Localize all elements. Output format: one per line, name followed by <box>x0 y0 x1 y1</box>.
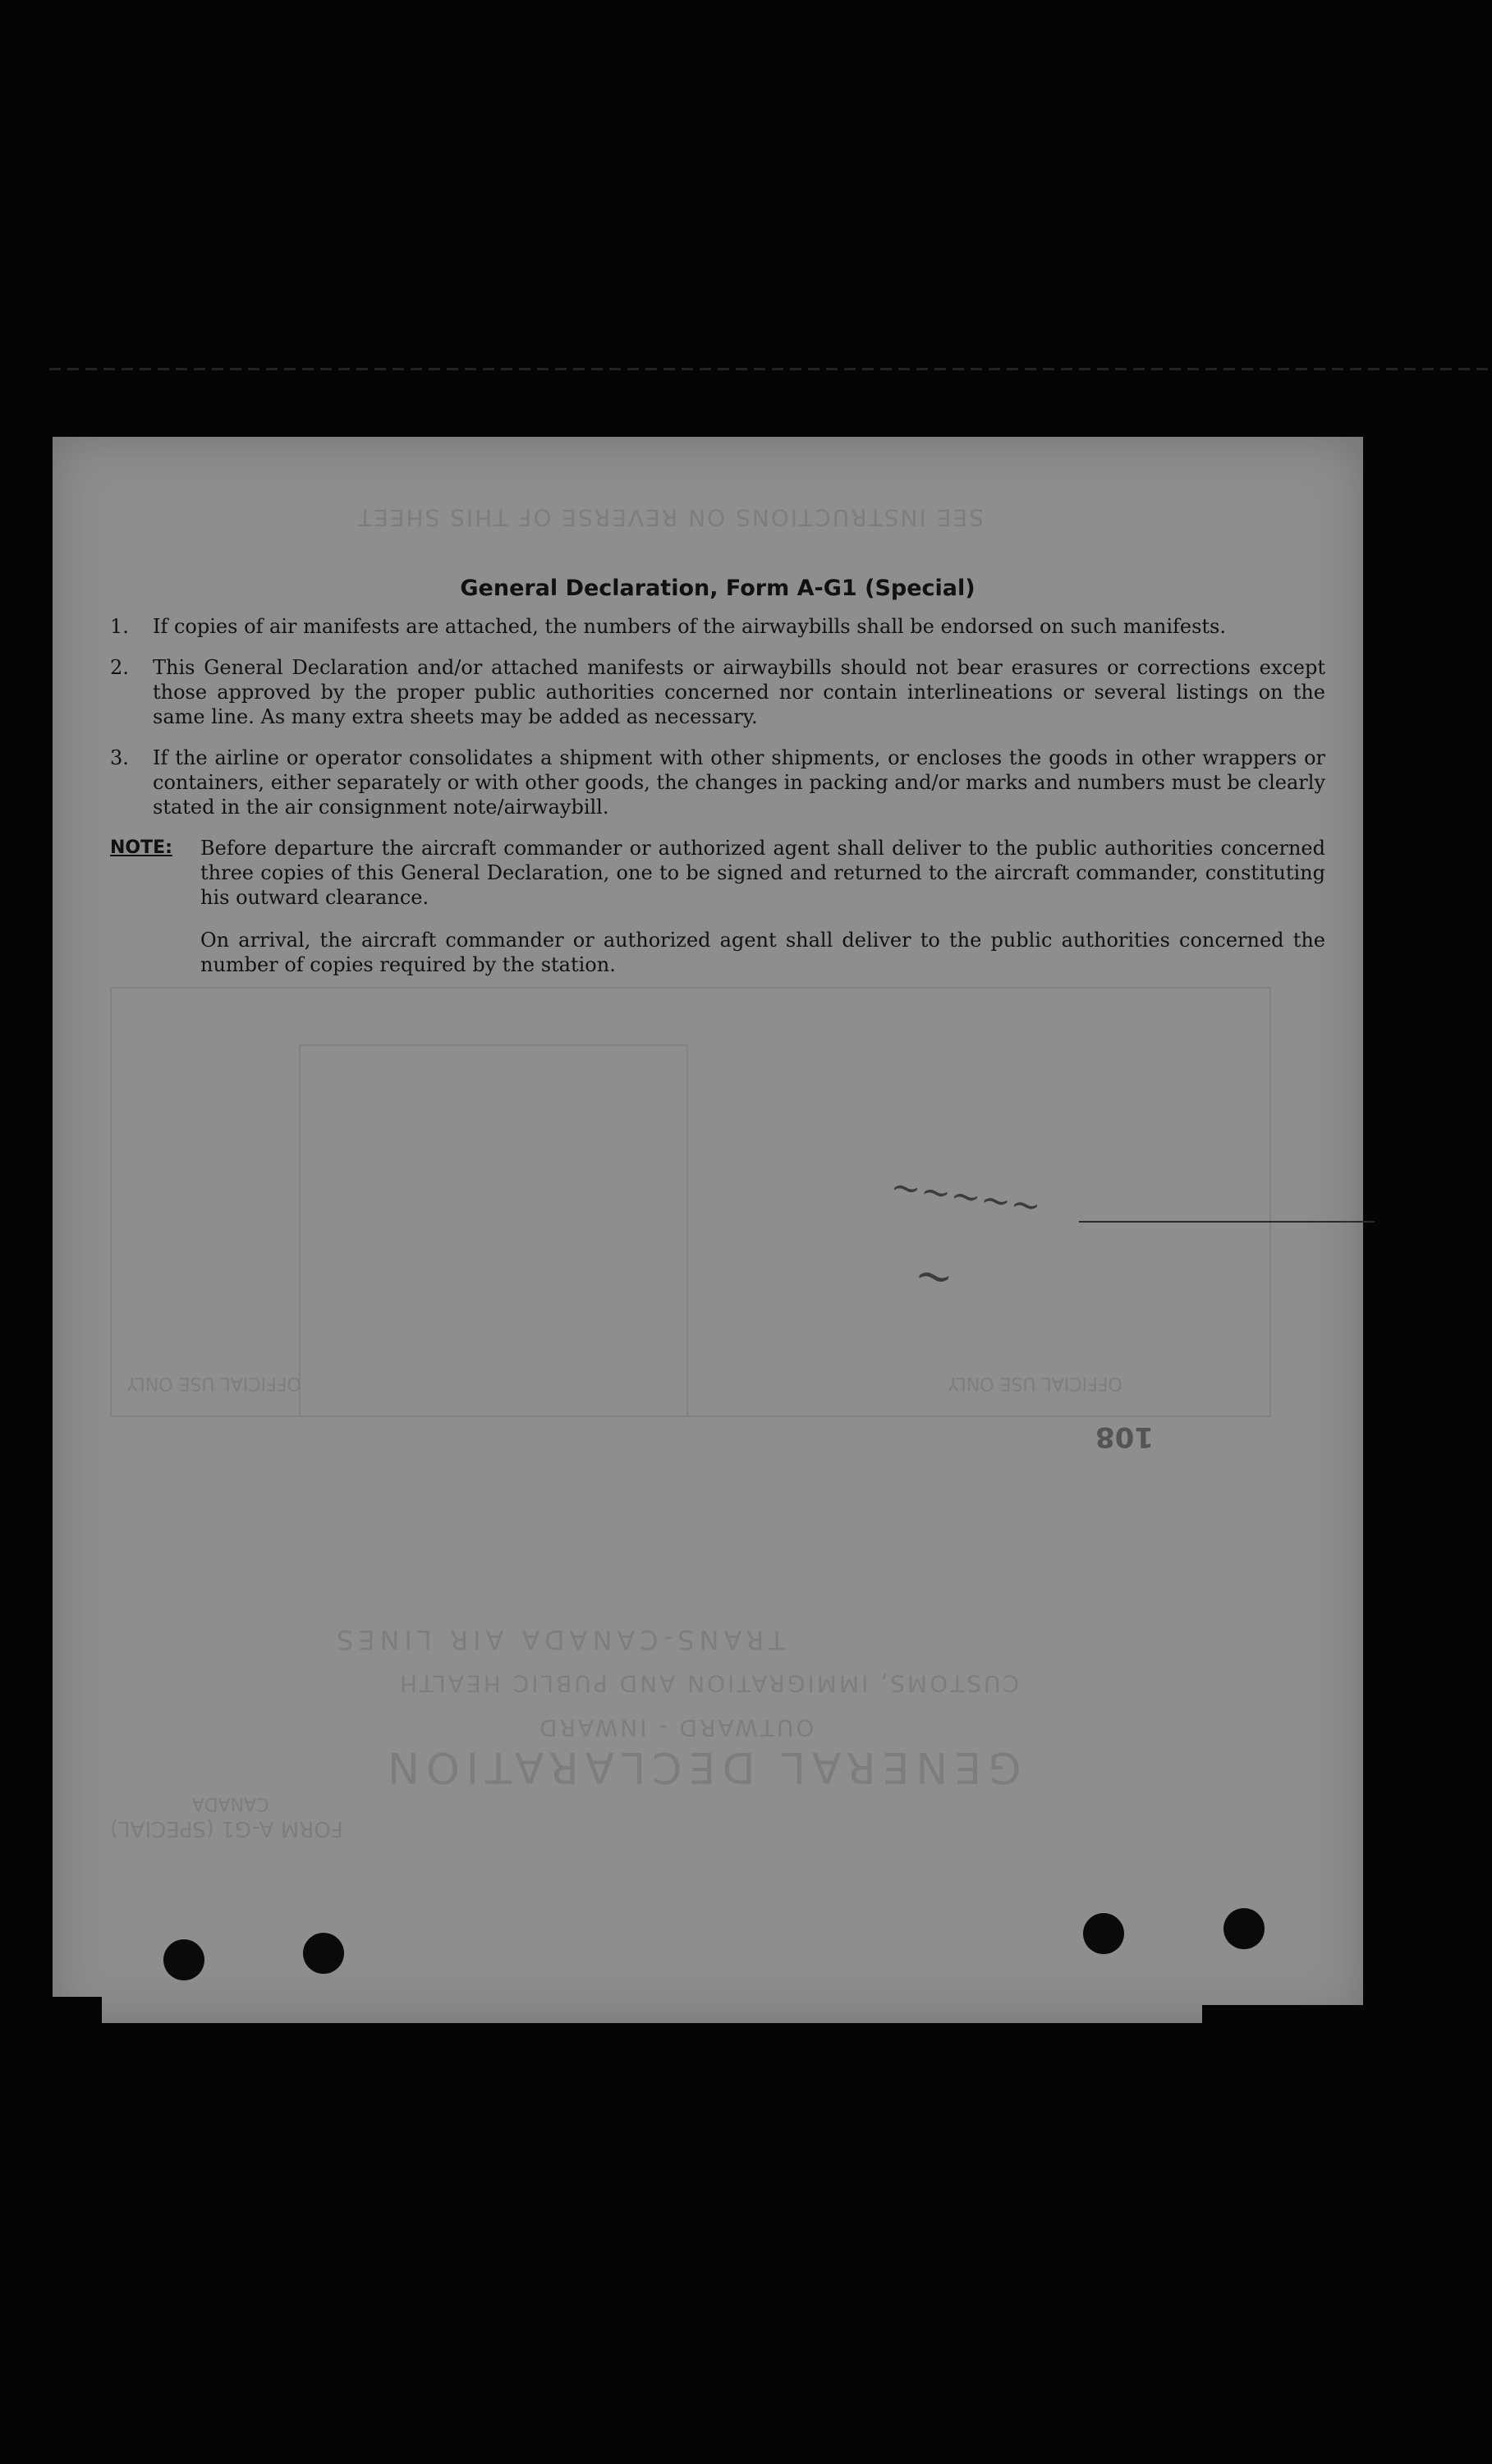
item-number: 3. <box>110 746 129 769</box>
note-section <box>110 836 1325 910</box>
item-text: If copies of air manifests are attached, the numbers of the airwaybills shall be endorsed on such manifests. <box>153 615 1226 638</box>
punch-hole <box>303 1933 344 1974</box>
bleed-through-country: CANADA <box>192 1793 269 1814</box>
punch-hole <box>1223 1908 1265 1949</box>
bleed-through-customs: CUSTOMS, IMMIGRATION AND PUBLIC HEALTH <box>397 1670 1020 1697</box>
scan-artifact-line <box>49 368 1492 370</box>
punch-hole <box>163 1939 204 1980</box>
item-number: 2. <box>110 656 129 679</box>
list-item <box>110 614 1325 639</box>
list-item <box>110 655 1325 729</box>
document-title: General Declaration, Form A-G1 (Special) <box>460 576 976 601</box>
document-content <box>110 576 1325 977</box>
bleed-through-inner-table <box>299 1044 688 1417</box>
punch-hole <box>1083 1913 1124 1954</box>
bleed-through-airline: TRANS-CANADA AIR LINES <box>332 1624 785 1655</box>
item-number: 1. <box>110 615 129 638</box>
torn-edge <box>53 1997 102 2023</box>
bleed-through-heading: GENERAL DECLARATION <box>381 1742 1021 1792</box>
bleed-through-form-name: FORM A-G1 (SPECIAL) <box>110 1816 343 1841</box>
bleed-through-official-left: OFFICIAL USE ONLY <box>126 1373 301 1393</box>
handwriting-mark: ~~~~~ <box>888 1165 1044 1228</box>
bleed-through-direction: OUTWARD - INWARD <box>537 1714 815 1741</box>
bleed-through-instructions: SEE INSTRUCTIONS ON REVERSE OF THIS SHEET <box>356 504 984 531</box>
bleed-through-table <box>110 987 1271 1417</box>
note-paragraph: On arrival, the aircraft commander or authorized agent shall deliver to the public authorities concerned the number of copies required by the station. <box>200 929 1325 976</box>
handwriting-mark: ~ <box>910 1246 958 1306</box>
item-text: This General Declaration and/or attached manifests or airwaybills should not bear erasures or corrections except those approved by the proper public authorities concerned nor contain interlineations or several listings on the same line. As many extra sheets may be added as necessary. <box>153 656 1325 728</box>
document-page <box>53 437 1363 2023</box>
bleed-through-official-right: OFFICIAL USE ONLY <box>948 1373 1122 1393</box>
item-text: If the airline or operator consolidates a shipment with other shipments, or encloses the goods in other wrappers or containers, either separately or with other goods, the changes in packing and/or marks and numbers must be clearly stated in the air consignment note/airwaybill. <box>153 746 1325 819</box>
torn-edge <box>1202 2005 1363 2023</box>
bleed-through-number: 108 <box>1095 1420 1154 1453</box>
note-paragraph: Before departure the aircraft commander or authorized agent shall deliver to the public authorities concerned three copies of this General Declaration, one to be signed and returned to the aircraft commander, constituting his outward clearance. <box>200 837 1325 909</box>
note-label: NOTE: <box>110 837 172 858</box>
list-item <box>110 746 1325 819</box>
handwritten-line <box>1079 1221 1375 1223</box>
